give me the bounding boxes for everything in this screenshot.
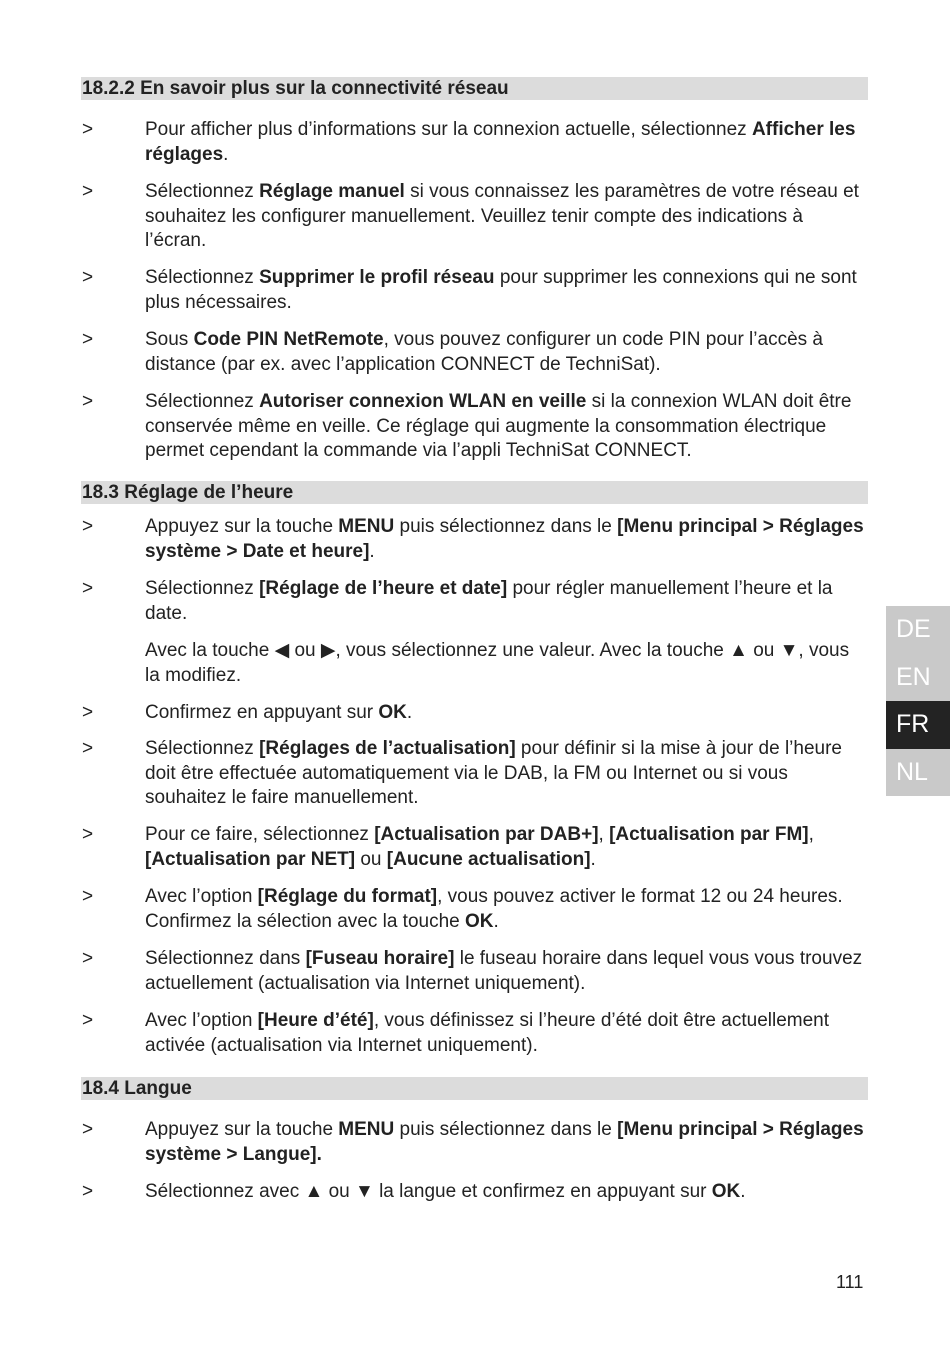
- text-run: Sous: [145, 329, 194, 350]
- text-run: pour définir si la mise à jour de l’heure doit être effectuée automatiquement via le DAB, la FM ou Internet ou si vous souhaitez le faire manuellement.: [145, 738, 842, 808]
- text-run: Confirmez en appuyant sur: [145, 702, 379, 723]
- bullet-marker: >: [82, 578, 94, 599]
- bold-text: OK: [465, 910, 494, 932]
- list-item: [81, 577, 868, 626]
- text-run: pour supprimer les connexions qui ne sont plus nécessaires.: [145, 267, 857, 313]
- bullet-marker: >: [82, 886, 94, 907]
- list-item: [81, 1009, 868, 1058]
- text-run: Sélectionnez: [145, 578, 260, 599]
- bold-text: [Actualisation par FM]: [609, 824, 809, 845]
- item-text: [145, 1118, 868, 1167]
- section-network-connectivity: [81, 77, 868, 461]
- item-text: [145, 737, 868, 811]
- item-text: [145, 639, 868, 688]
- item-text: [145, 1009, 868, 1058]
- list-item: [81, 180, 868, 254]
- tab-de[interactable]: DE: [886, 606, 950, 654]
- item-text: [145, 266, 868, 315]
- text-run: Sélectionnez dans: [145, 948, 306, 969]
- item-text: [145, 180, 868, 254]
- list-item: [81, 823, 868, 872]
- text-run: le fuseau horaire dans lequel vous vous trouvez actuellement (actualisation via Internet uniquement).: [145, 948, 863, 994]
- bullet-marker: >: [82, 824, 94, 845]
- bold-text: MENU: [338, 1119, 395, 1140]
- text-run: , vous pouvez configurer un code PIN pour l’accès à distance (par ex. avec l’application CONNECT de TechniSat).: [145, 329, 823, 375]
- bullet-marker: >: [82, 948, 94, 969]
- text-run: Sélectionnez: [145, 181, 260, 202]
- list-item: [81, 118, 868, 167]
- text-run: .: [493, 910, 499, 932]
- text-run: ou: [355, 848, 387, 870]
- text-run: Pour afficher plus d’informations sur la connexion actuelle, sélectionnez: [145, 119, 752, 140]
- item-text: [145, 701, 868, 726]
- language-tabs: [886, 606, 950, 796]
- list-item: [81, 701, 868, 726]
- list-item: [81, 885, 868, 934]
- bullet-marker: >: [82, 119, 94, 140]
- section-heading: 18.2.2 En savoir plus sur la connectivité réseau: [81, 77, 868, 100]
- tab-fr[interactable]: FR: [886, 701, 950, 749]
- bold-text: [Aucune actualisation]: [386, 848, 591, 870]
- text-run: .: [406, 702, 413, 723]
- item-text: [145, 947, 868, 996]
- text-run: ,: [598, 824, 610, 845]
- text-run: .: [223, 143, 229, 165]
- bullet-marker: >: [82, 181, 94, 202]
- text-run: .: [369, 540, 375, 562]
- text-run: Pour ce faire, sélectionnez: [145, 824, 375, 845]
- text-run: Appuyez sur la touche: [145, 1119, 339, 1140]
- text-run: Sélectionnez: [145, 391, 260, 412]
- bold-text: [Actualisation par DAB+]: [374, 824, 599, 845]
- text-run: , vous pouvez activer le format 12 ou 24 heures. Confirmez la sélection avec la touche: [145, 886, 843, 932]
- item-text: [145, 885, 868, 934]
- list-item: [81, 737, 868, 811]
- text-run: puis sélectionnez dans le: [394, 1119, 618, 1140]
- text-run: pour régler manuellement l’heure et la date.: [145, 578, 833, 624]
- text-run: ,: [808, 824, 814, 845]
- bullet-marker: >: [82, 516, 94, 537]
- tab-nl[interactable]: NL: [886, 749, 950, 797]
- text-run: Avec la touche ◀ ou ▶, vous sélectionnez une valeur. Avec la touche ▲ ou ▼, vous la modifiez.: [145, 640, 850, 686]
- item-text: [145, 118, 868, 167]
- bullet-marker: >: [82, 1181, 94, 1202]
- list-item: [81, 1118, 868, 1167]
- bold-text: [Fuseau horaire]: [305, 948, 455, 969]
- bold-text: [Réglage du format]: [257, 886, 438, 907]
- tab-en[interactable]: EN: [886, 654, 950, 702]
- page-number: 111: [836, 1272, 864, 1292]
- bold-text: Réglage manuel: [259, 181, 405, 202]
- item-text: [145, 577, 868, 626]
- bold-text: [Heure d’été]: [257, 1010, 374, 1031]
- bold-text: [Réglages de l’actualisation]: [259, 738, 516, 759]
- text-run: si la connexion WLAN doit être conservée même en veille. Ce réglage qui augmente la consommation électrique permet cependant la commande via l’appli TechniSat CONNECT.: [145, 391, 852, 461]
- item-text: [145, 1180, 868, 1205]
- section-time-settings: [81, 481, 868, 1056]
- bold-text: [Menu principal > Réglages système > Date et heure]: [145, 516, 864, 562]
- bold-text: OK: [711, 1181, 741, 1202]
- text-run: Avec l’option: [145, 886, 258, 907]
- list-item: [81, 390, 868, 464]
- text-run: Appuyez sur la touche: [145, 516, 339, 537]
- bold-text: [Menu principal > Réglages système > Langue].: [145, 1119, 864, 1165]
- bullet-marker: >: [82, 329, 94, 350]
- list-item-note: [81, 639, 868, 688]
- list-item: [81, 1180, 868, 1205]
- section-language: [81, 1077, 868, 1202]
- bullet-marker: [81, 639, 145, 688]
- list-item: [81, 266, 868, 315]
- item-text: [145, 390, 868, 464]
- text-run: puis sélectionnez dans le: [394, 516, 618, 537]
- text-run: Avec l’option: [145, 1010, 258, 1031]
- bullet-marker: >: [82, 702, 94, 723]
- bold-text: [Actualisation par NET]: [145, 848, 356, 870]
- bullet-marker: >: [82, 738, 94, 759]
- text-run: Sélectionnez avec ▲ ou ▼ la langue et confirmez en appuyant sur: [145, 1181, 712, 1202]
- list-item: [81, 947, 868, 996]
- bold-text: [Réglage de l’heure et date]: [259, 578, 508, 599]
- bullet-marker: >: [82, 1119, 94, 1140]
- bold-text: MENU: [338, 516, 395, 537]
- item-text: [145, 515, 868, 564]
- section-heading: 18.4 Langue: [81, 1077, 868, 1100]
- text-run: Sélectionnez: [145, 267, 260, 288]
- bullet-marker: >: [82, 267, 94, 288]
- item-text: [145, 328, 868, 377]
- bullet-marker: >: [82, 391, 94, 412]
- bold-text: Afficher les réglages: [145, 119, 856, 165]
- text-run: .: [590, 848, 596, 870]
- bold-text: Code PIN NetRemote: [193, 329, 384, 350]
- bold-text: Autoriser connexion WLAN en veille: [259, 391, 587, 412]
- bold-text: Supprimer le profil réseau: [259, 267, 495, 288]
- text-run: , vous définissez si l’heure d’été doit être actuellement activée (actualisation via Internet uniquement).: [145, 1010, 830, 1056]
- list-item: [81, 515, 868, 564]
- section-heading: 18.3 Réglage de l’heure: [81, 481, 868, 504]
- list-item: [81, 328, 868, 377]
- text-run: .: [740, 1181, 746, 1202]
- bullet-marker: >: [82, 1010, 94, 1031]
- text-run: Sélectionnez: [145, 738, 260, 759]
- item-text: [145, 823, 868, 872]
- text-run: si vous connaissez les paramètres de votre réseau et souhaitez les configurer manuellement. Veuillez tenir compte des indications à l’écran.: [145, 181, 859, 251]
- bold-text: OK: [378, 702, 407, 723]
